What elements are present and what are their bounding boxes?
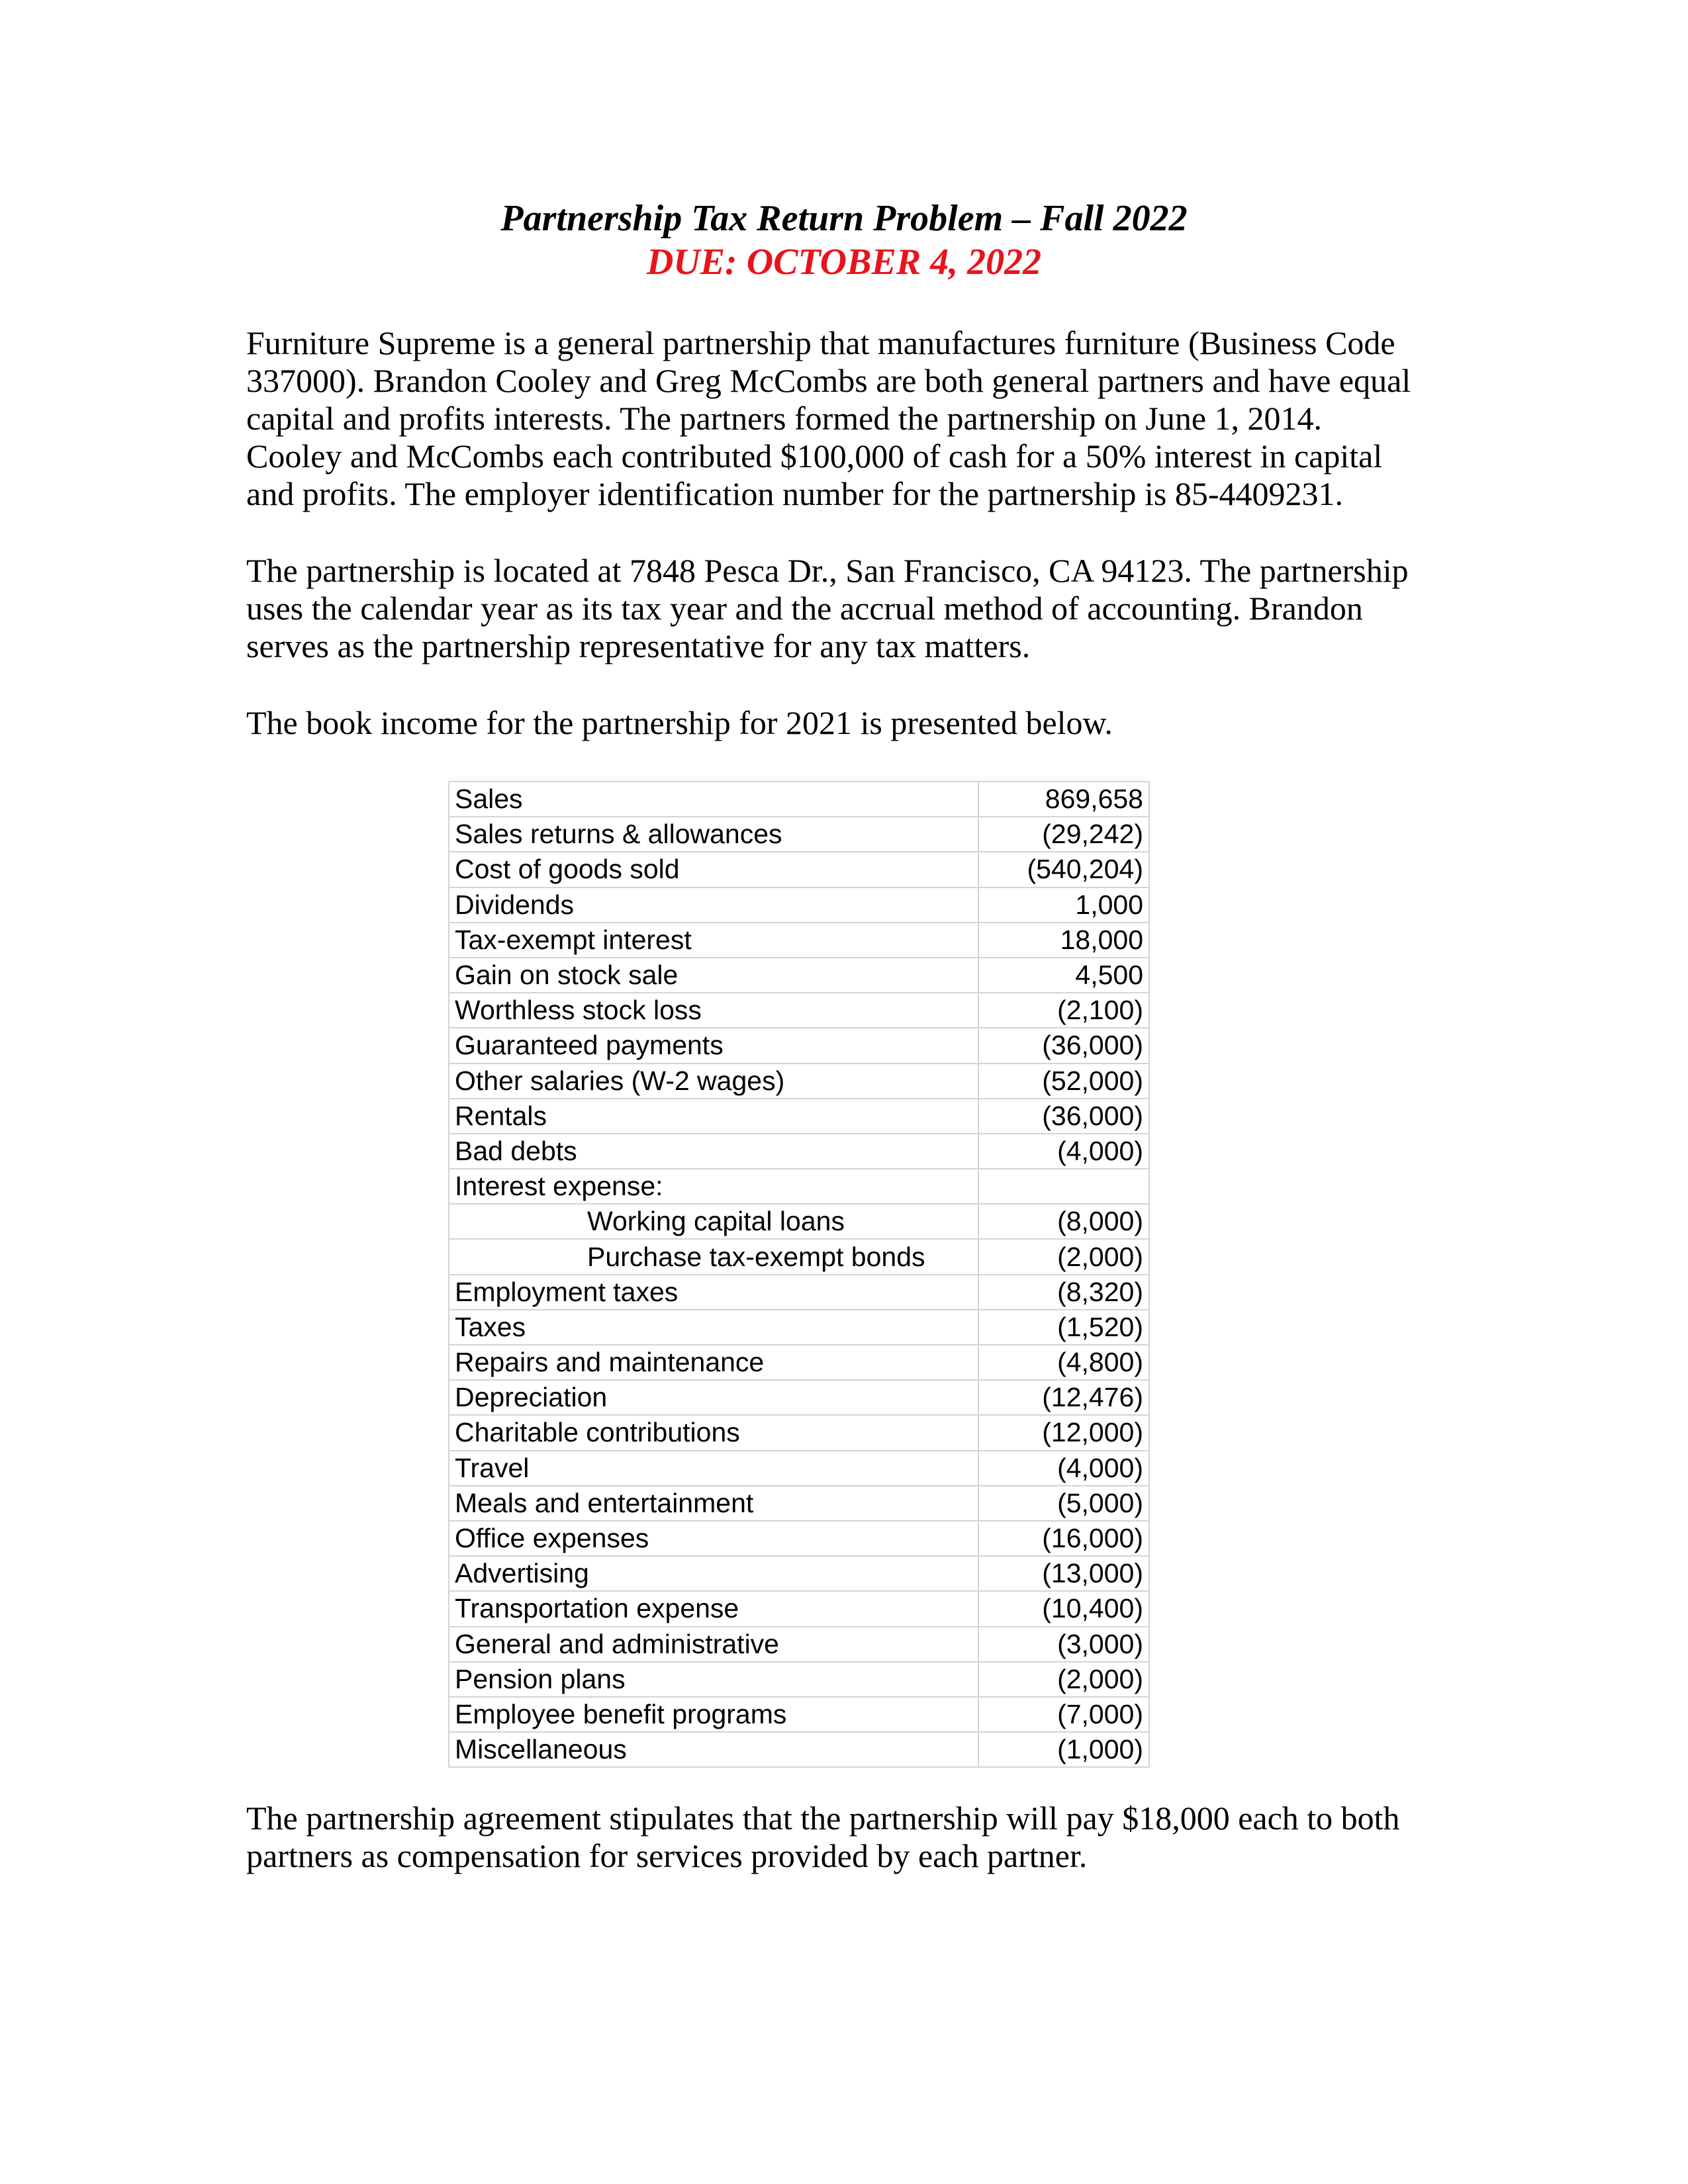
table-row	[449, 1521, 1149, 1556]
paragraph-line: partners as compensation for services provided by each partner.	[246, 1837, 1088, 1874]
table-row	[449, 1556, 1149, 1591]
row-label: Transportation expense	[449, 1591, 978, 1626]
row-label: Other salaries (W-2 wages)	[449, 1064, 978, 1099]
row-label: Guaranteed payments	[449, 1028, 978, 1063]
table-row	[449, 923, 1149, 958]
row-amount: (52,000)	[978, 1064, 1149, 1099]
row-label: Miscellaneous	[449, 1732, 978, 1767]
page-title: Partnership Tax Return Problem – Fall 2022	[500, 198, 1188, 239]
table-row	[449, 1134, 1149, 1169]
table-row	[449, 1028, 1149, 1063]
paragraph-line: capital and profits interests. The partners formed the partnership on June 1, 2014.	[246, 400, 1323, 437]
intro-paragraph	[246, 324, 1451, 513]
table-row	[449, 1310, 1149, 1345]
row-amount: 4,500	[978, 958, 1149, 993]
row-amount: 18,000	[978, 923, 1149, 958]
row-amount: (8,320)	[978, 1275, 1149, 1310]
table-row	[449, 1204, 1149, 1239]
paragraph-line: Furniture Supreme is a general partnership that manufactures furniture (Business Code	[246, 324, 1395, 361]
row-label: Pension plans	[449, 1662, 978, 1697]
row-label: Bad debts	[449, 1134, 978, 1169]
paragraph-line: Cooley and McCombs each contributed $100,000 of cash for a 50% interest in capital	[246, 437, 1383, 475]
row-amount: (2,000)	[978, 1239, 1149, 1274]
table-row	[449, 993, 1149, 1028]
location-paragraph	[246, 552, 1451, 665]
row-amount: (12,476)	[978, 1380, 1149, 1415]
table-row	[449, 1486, 1149, 1521]
table-row	[449, 1239, 1149, 1274]
row-amount: (8,000)	[978, 1204, 1149, 1239]
row-amount: (1,000)	[978, 1732, 1149, 1767]
row-amount: 869,658	[978, 782, 1149, 817]
table-row	[449, 958, 1149, 993]
row-amount: (16,000)	[978, 1521, 1149, 1556]
row-amount: (29,242)	[978, 817, 1149, 852]
row-label: Sales	[449, 782, 978, 817]
row-label: Meals and entertainment	[449, 1486, 978, 1521]
table-row	[449, 852, 1149, 887]
row-label: Employment taxes	[449, 1275, 978, 1310]
row-amount: (540,204)	[978, 852, 1149, 887]
row-amount: (4,000)	[978, 1134, 1149, 1169]
table-row	[449, 1627, 1149, 1662]
row-amount: (36,000)	[978, 1099, 1149, 1134]
row-label: Repairs and maintenance	[449, 1345, 978, 1380]
row-amount	[978, 1169, 1149, 1204]
row-amount: (4,800)	[978, 1345, 1149, 1380]
row-label: Taxes	[449, 1310, 978, 1345]
row-amount: (13,000)	[978, 1556, 1149, 1591]
table-row	[449, 1451, 1149, 1486]
paragraph-line: The partnership agreement stipulates that the partnership will pay $18,000 each to both	[246, 1799, 1400, 1837]
row-label: Advertising	[449, 1556, 978, 1591]
table-row	[449, 1662, 1149, 1697]
row-amount: (5,000)	[978, 1486, 1149, 1521]
table-row	[449, 817, 1149, 852]
row-label: Depreciation	[449, 1380, 978, 1415]
table-row	[449, 1064, 1149, 1099]
paragraph-line: uses the calendar year as its tax year and the accrual method of accounting. Brandon	[246, 590, 1363, 627]
paragraph-line: serves as the partnership representative for any tax matters.	[246, 627, 1031, 664]
table-row	[449, 1591, 1149, 1626]
table-row	[449, 1169, 1149, 1204]
row-amount: (3,000)	[978, 1627, 1149, 1662]
paragraph-line: The partnership is located at 7848 Pesca Dr., San Francisco, CA 94123. The partnership	[246, 552, 1409, 589]
row-label: Purchase tax-exempt bonds	[449, 1239, 978, 1274]
row-amount: (7,000)	[978, 1697, 1149, 1732]
table-row	[449, 1697, 1149, 1732]
table-row	[449, 1099, 1149, 1134]
paragraph-line: and profits. The employer identification number for the partnership is 85-4409231.	[246, 475, 1344, 512]
row-amount: (10,400)	[978, 1591, 1149, 1626]
row-label: Office expenses	[449, 1521, 978, 1556]
table-row	[449, 1275, 1149, 1310]
row-amount: (1,520)	[978, 1310, 1149, 1345]
row-label: Rentals	[449, 1099, 978, 1134]
row-label: Interest expense:	[449, 1169, 978, 1204]
row-amount: (12,000)	[978, 1415, 1149, 1450]
paragraph-line: 337000). Brandon Cooley and Greg McCombs are both general partners and have equal	[246, 362, 1411, 399]
table-row	[449, 1415, 1149, 1450]
agreement-paragraph	[246, 1799, 1451, 1875]
table-row	[449, 1380, 1149, 1415]
row-label: Working capital loans	[449, 1204, 978, 1239]
table-row	[449, 1345, 1149, 1380]
row-label: Tax-exempt interest	[449, 923, 978, 958]
due-date: DUE: OCTOBER 4, 2022	[646, 242, 1042, 283]
row-label: General and administrative	[449, 1627, 978, 1662]
row-label: Charitable contributions	[449, 1415, 978, 1450]
row-label: Sales returns & allowances	[449, 817, 978, 852]
row-label: Gain on stock sale	[449, 958, 978, 993]
row-label: Cost of goods sold	[449, 852, 978, 887]
row-amount: (2,000)	[978, 1662, 1149, 1697]
row-label: Employee benefit programs	[449, 1697, 978, 1732]
table-row	[449, 1732, 1149, 1767]
row-label: Worthless stock loss	[449, 993, 978, 1028]
table-row	[449, 782, 1149, 817]
book-income-table	[448, 781, 1150, 1768]
row-amount: 1,000	[978, 887, 1149, 923]
row-label: Travel	[449, 1451, 978, 1486]
book-income-intro: The book income for the partnership for 2021 is presented below.	[246, 704, 1113, 741]
table-row	[449, 887, 1149, 923]
row-label: Dividends	[449, 887, 978, 923]
row-amount: (4,000)	[978, 1451, 1149, 1486]
row-amount: (2,100)	[978, 993, 1149, 1028]
row-amount: (36,000)	[978, 1028, 1149, 1063]
